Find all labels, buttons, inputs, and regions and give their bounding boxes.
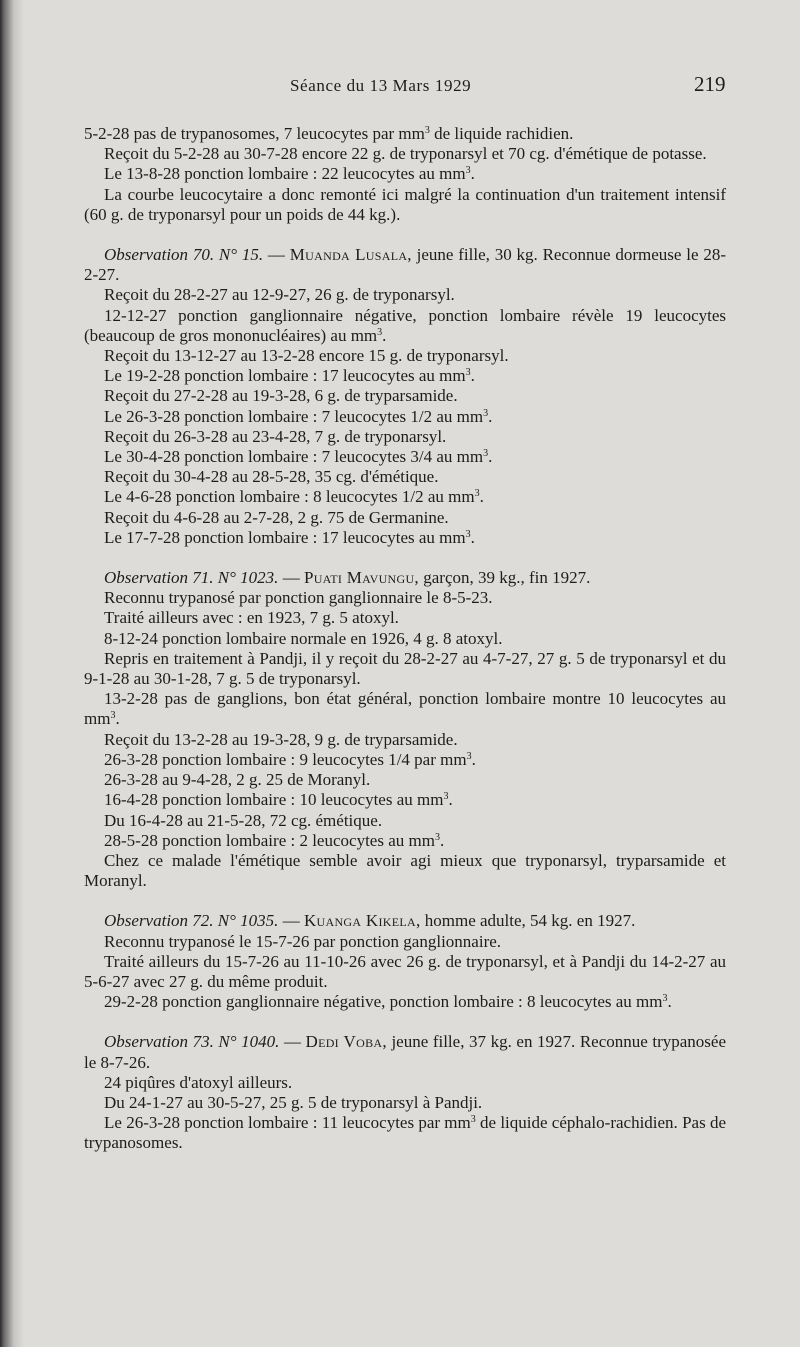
paragraph: Reçoit du 13-2-28 au 19-3-28, 9 g. de tryparsamide. [104, 729, 458, 749]
paragraph: 24 piqûres d'atoxyl ailleurs. [104, 1072, 293, 1092]
paragraph: Reconnu trypanosé par ponction ganglionnaire le 8-5-23. [104, 588, 493, 608]
paragraph: Reconnu trypanosé le 15-7-26 par ponction ganglionnaire. [104, 931, 502, 951]
paragraph: 26-3-28 au 9-4-28, 2 g. 25 de Moranyl. [104, 770, 371, 790]
paragraph: 16-4-28 ponction lombaire : 10 leucocytes au $mm^3$. [104, 790, 453, 810]
observation-72-intro: Observation 72. N° 1035. — Kuanga Kikela, homme adulte, 54 kg. en 1927. [104, 911, 636, 931]
paragraph: Le 26-3-28 ponction lombaire : 7 leucocytes 1/2 au $mm^3$. [104, 406, 493, 426]
paragraph: Du 24-1-27 au 30-5-27, 25 g. 5 de tryponarsyl à Pandji. [104, 1092, 483, 1112]
paragraph: Le 30-4-28 ponction lombaire : 7 leucocytes 3/4 au $mm^3$. [104, 447, 493, 467]
page-number: 219 [694, 72, 726, 96]
paragraph: 29-2-28 ponction ganglionnaire négative, ponction lombaire : 8 leucocytes au $mm^3$. [104, 992, 672, 1012]
paragraph: 26-3-28 ponction lombaire : 9 leucocytes 1/4 par $mm^3$. [104, 749, 476, 769]
patient-name: Dedi Voba, [305, 1032, 387, 1052]
paragraph: Reçoit du 26-3-28 au 23-4-28, 7 g. de tryponarsyl. [104, 426, 447, 446]
paragraph: 12-12-27 ponction ganglionnaire négative, ponction lombaire révèle 19 leucocytes (beaucoup de gros mononucléaires) au $mm^3$. [84, 305, 726, 345]
paragraph: La courbe leucocytaire a donc remonté ici malgré la continuation d'un traitement intensif (60 g. de tryponarsyl pour un poids de 44 kg.). [84, 184, 726, 224]
paragraph: Reçoit du 30-4-28 au 28-5-28, 35 cg. d'émétique. [104, 467, 439, 487]
page-binding-edge [0, 0, 24, 1347]
paragraph: Reçoit du 13-12-27 au 13-2-28 encore 15 g. de tryponarsyl. [104, 346, 509, 366]
patient-details: jeune fille, 30 kg. Reconnue dormeuse le 28-2-27. [84, 245, 727, 285]
paragraph: Traité ailleurs avec : en 1923, 7 g. 5 atoxyl. [104, 608, 399, 628]
patient-details: garçon, 39 kg., fin 1927. [419, 568, 591, 588]
paragraph: Le 4-6-28 ponction lombaire : 8 leucocytes 1/2 au $mm^3$. [104, 487, 484, 507]
paragraph: Traité ailleurs du 15-7-26 au 11-10-26 avec 26 g. de tryponarsyl, et à Pandji du 14-2-27 au 5-6-27 avec 27 g. du même produit. [84, 951, 726, 991]
observation-heading: Observation 73. N° 1040. [104, 1032, 280, 1052]
observation-heading: Observation 72. N° 1035. [104, 911, 279, 931]
paragraph: 13-2-28 pas de ganglions, bon état général, ponction lombaire montre 10 leucocytes au $mm^3$. [84, 689, 726, 729]
observation-heading: Observation 71. N° 1023. [104, 568, 279, 588]
observation-71-intro: Observation 71. N° 1023. — Puati Mavungu, garçon, 39 kg., fin 1927. [104, 568, 591, 588]
paragraph: Reçoit du 27-2-28 au 19-3-28, 6 g. de tryparsamide. [104, 386, 458, 406]
page-body [84, 124, 726, 1154]
patient-name: Kuanga Kikela, [303, 911, 421, 931]
paragraph: Chez ce malade l'émétique semble avoir agi mieux que tryponarsyl, tryparsamide et Moranyl. [84, 850, 726, 891]
paragraph: Le 26-3-28 ponction lombaire : 11 leucocytes par $mm^3$ de liquide céphalo-rachidien. Pas de trypanosomes. [84, 1113, 726, 1153]
patient-details: homme adulte, 54 kg. en 1927. [420, 911, 636, 931]
observation-70-intro: Observation 70. N° 15. — Muanda Lusala, jeune fille, 30 kg. Reconnue dormeuse le 28-2-27. [84, 245, 727, 285]
patient-name: Puati Mavungu, [303, 568, 419, 588]
page-header [0, 70, 800, 100]
paragraph: 28-5-28 ponction lombaire : 2 leucocytes au $mm^3$. [104, 830, 445, 850]
observation-73-intro: Observation 73. N° 1040. — Dedi Voba, jeune fille, 37 kg. en 1927. Reconnue trypanosée le 8-7-26. [84, 1032, 726, 1072]
paragraph: Reçoit du 5-2-28 au 30-7-28 encore 22 g. de tryponarsyl et 70 cg. d'émétique de potasse. [104, 144, 707, 164]
paragraph: 5-2-28 pas de trypanosomes, 7 leucocytes par $mm^3$ de liquide rachidien. [84, 124, 574, 143]
paragraph: Du 16-4-28 au 21-5-28, 72 cg. émétique. [104, 810, 383, 830]
running-head: Séance du 13 Mars 1929 [290, 76, 472, 95]
paragraph: Reçoit du 28-2-27 au 12-9-27, 26 g. de tryponarsyl. [104, 285, 455, 305]
patient-name: Muanda Lusala, [289, 245, 412, 265]
paragraph: Le 17-7-28 ponction lombaire : 17 leucocytes au $mm^3$. [104, 527, 475, 547]
paragraph: Le 13-8-28 ponction lombaire : 22 leucocytes au $mm^3$. [104, 164, 475, 184]
paragraph: 8-12-24 ponction lombaire normale en 1926, 4 g. 8 atoxyl. [104, 628, 503, 648]
observation-heading: Observation 70. N° 15. [104, 245, 264, 265]
paragraph: Le 19-2-28 ponction lombaire : 17 leucocytes au $mm^3$. [104, 366, 475, 386]
patient-details: jeune fille, 37 kg. en 1927. Reconnue trypanosée le 8-7-26. [84, 1032, 726, 1072]
paragraph: Reçoit du 4-6-28 au 2-7-28, 2 g. 75 de Germanine. [104, 507, 449, 527]
paragraph: Repris en traitement à Pandji, il y reçoit du 28-2-27 au 4-7-27, 27 g. 5 de tryponarsyl et du 9-1-28 au 30-1-28, 7 g. 5 de tryponarsyl. [84, 648, 726, 689]
